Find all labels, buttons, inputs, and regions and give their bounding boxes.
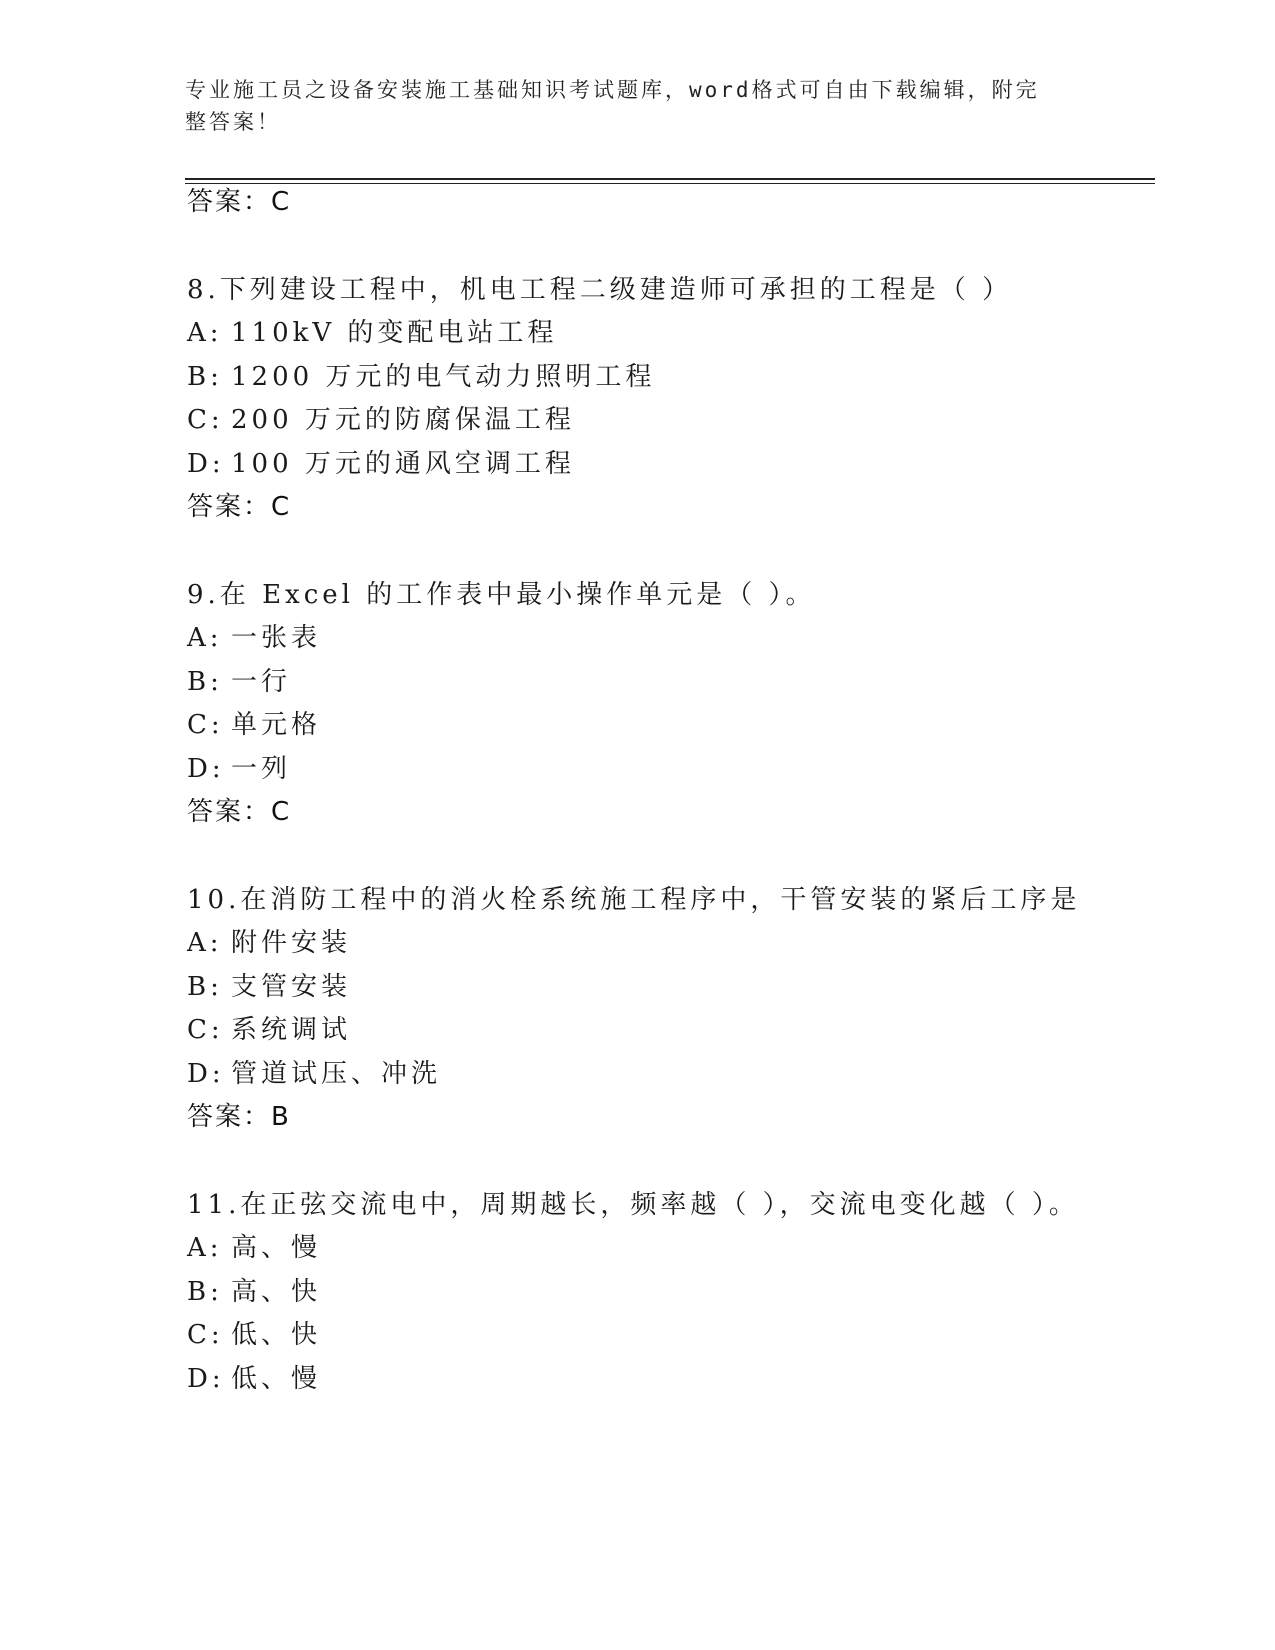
question-11-option-c — [187, 1317, 321, 1353]
option-letter: A: — [187, 1233, 223, 1263]
question-10-title: 10.在消防工程中的消火栓系统施工程序中，干管安装的紧后工序是 — [187, 885, 1081, 915]
option-text: 110kV 的变配电站工程 — [231, 318, 558, 348]
document-header — [185, 74, 1065, 138]
option-text: 附件安装 — [231, 928, 352, 958]
option-text: 低、快 — [231, 1320, 322, 1350]
option-text: 管道试压、冲洗 — [231, 1059, 442, 1089]
answer-q7: 答案：C — [187, 187, 292, 217]
option-letter: D: — [187, 1364, 225, 1394]
question-11-option-d — [187, 1361, 321, 1397]
option-letter: C: — [187, 710, 224, 740]
option-text: 200 万元的防腐保温工程 — [231, 405, 575, 435]
question-8-option-d — [187, 446, 575, 482]
option-letter: B: — [187, 972, 223, 1002]
option-letter: A: — [187, 318, 223, 348]
question-8-option-a — [187, 315, 557, 351]
option-letter: D: — [187, 754, 225, 784]
header-line-2: 整答案！ — [185, 110, 281, 134]
question-10-option-d — [187, 1056, 441, 1092]
option-letter: B: — [187, 667, 223, 697]
option-letter: D: — [187, 1059, 225, 1089]
option-text: 高、慢 — [231, 1233, 322, 1263]
question-8-option-b — [187, 359, 655, 395]
option-text: 1200 万元的电气动力照明工程 — [231, 362, 656, 392]
question-9-title: 9.在 Excel 的工作表中最小操作单元是（ ）。 — [187, 580, 816, 610]
header-divider-thin — [185, 183, 1155, 184]
question-9-option-a — [187, 620, 321, 656]
option-text: 支管安装 — [231, 972, 352, 1002]
question-9-option-d — [187, 751, 291, 787]
question-9-option-c — [187, 707, 321, 743]
question-11-option-a — [187, 1230, 321, 1266]
option-letter: C: — [187, 405, 224, 435]
question-11-option-b — [187, 1274, 321, 1310]
option-letter: B: — [187, 1277, 223, 1307]
question-9-option-b — [187, 664, 291, 700]
option-text: 一列 — [231, 754, 292, 784]
option-letter: A: — [187, 928, 223, 958]
answer-q9: 答案：C — [187, 797, 292, 827]
question-8-option-c — [187, 402, 575, 438]
question-8-title: 8.下列建设工程中，机电工程二级建造师可承担的工程是（ ） — [187, 275, 1013, 305]
option-text: 低、慢 — [231, 1364, 322, 1394]
option-text: 100 万元的通风空调工程 — [231, 449, 575, 479]
question-11-title: 11.在正弦交流电中，周期越长，频率越（ ），交流电变化越（ ）。 — [187, 1190, 1079, 1220]
option-letter: C: — [187, 1320, 224, 1350]
option-letter: D: — [187, 449, 225, 479]
question-10-option-c — [187, 1012, 351, 1048]
option-text: 一行 — [231, 667, 292, 697]
answer-q8: 答案：C — [187, 492, 292, 522]
answer-q10: 答案：B — [187, 1102, 291, 1132]
option-text: 单元格 — [231, 710, 322, 740]
header-divider-thick — [185, 178, 1155, 180]
option-letter: C: — [187, 1015, 224, 1045]
question-10-option-b — [187, 969, 351, 1005]
option-letter: B: — [187, 362, 223, 392]
option-text: 系统调试 — [231, 1015, 352, 1045]
option-text: 一张表 — [231, 623, 322, 653]
option-text: 高、快 — [231, 1277, 322, 1307]
header-line-1: 专业施工员之设备安装施工基础知识考试题库，word格式可自由下载编辑，附完 — [185, 78, 1040, 102]
option-letter: A: — [187, 623, 223, 653]
question-10-option-a — [187, 925, 351, 961]
